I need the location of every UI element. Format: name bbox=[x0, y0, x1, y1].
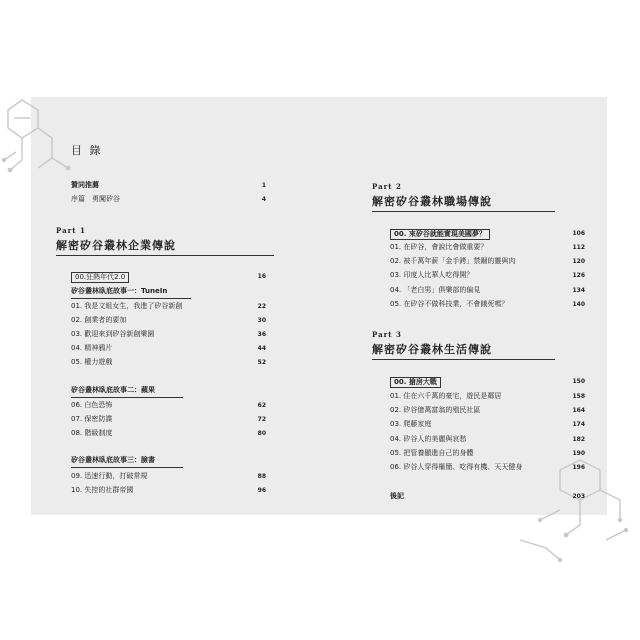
toc-entry-part2-intro[interactable] bbox=[390, 229, 585, 240]
entry-page: 96 bbox=[257, 487, 266, 494]
toc-entry-3-03[interactable] bbox=[390, 420, 585, 429]
part1-label: Part 1 bbox=[56, 226, 86, 235]
entry-label: 01. 在矽谷，會說比會做重要？ bbox=[390, 243, 488, 251]
toc-entry-1-06[interactable] bbox=[71, 401, 266, 410]
entry-page: 134 bbox=[572, 287, 585, 294]
part3-rule bbox=[372, 359, 555, 360]
toc-entry-2-02[interactable] bbox=[390, 257, 585, 266]
toc-entry-part3-intro[interactable] bbox=[390, 377, 585, 388]
entry-label: 後記 bbox=[390, 492, 404, 500]
toc-entry-3-05[interactable] bbox=[390, 449, 585, 458]
entry-page: 52 bbox=[257, 359, 266, 366]
entry-page: 88 bbox=[257, 473, 266, 480]
toc-entry-1-09[interactable] bbox=[71, 472, 266, 481]
entry-label: 序篇 勇闖矽谷 bbox=[71, 195, 120, 203]
entry-label: 05. 在矽谷不做科技業，不會餓死嗎？ bbox=[390, 300, 509, 308]
entry-label: 04. 矽谷人的美麗與哀愁 bbox=[390, 435, 467, 443]
entry-label: 09. 迅速行動，打破常規 bbox=[71, 472, 148, 480]
toc-entry-3-04[interactable] bbox=[390, 435, 585, 444]
entry-page: 190 bbox=[572, 450, 585, 457]
entry-label: 03. 印度人比華人吃得開？ bbox=[390, 271, 474, 279]
entry-label: 08. 階級制度 bbox=[71, 429, 113, 437]
entry-page: 30 bbox=[257, 317, 266, 324]
toc-entry-3-01[interactable] bbox=[390, 392, 585, 401]
part1-rule bbox=[56, 255, 274, 256]
entry-page: 36 bbox=[257, 331, 266, 338]
part3-title: 解密矽谷叢林生活傳說 bbox=[372, 343, 492, 356]
toc-entry-1-01[interactable] bbox=[71, 302, 266, 311]
entry-page: 120 bbox=[572, 258, 585, 265]
entry-label: 03. 歡迎來到矽谷新創樂園 bbox=[71, 330, 155, 338]
toc-entry-1-02[interactable] bbox=[71, 316, 266, 325]
entry-label: 00.狂熱年代2.0 bbox=[71, 272, 129, 283]
entry-page: 112 bbox=[572, 244, 585, 251]
toc-entry-3-06[interactable] bbox=[390, 463, 585, 472]
story2-heading: 矽谷叢林臥底故事二：蘋果 bbox=[71, 386, 155, 394]
entry-page: 1 bbox=[261, 182, 266, 189]
entry-page: 203 bbox=[572, 493, 585, 500]
entry-label: 02. 創業者的要加 bbox=[71, 316, 127, 324]
entry-page: 62 bbox=[257, 402, 266, 409]
entry-label: 贊同推薦 bbox=[71, 181, 99, 189]
entry-page: 4 bbox=[261, 196, 266, 203]
entry-page: 158 bbox=[572, 393, 585, 400]
entry-page: 44 bbox=[257, 345, 266, 352]
entry-page: 196 bbox=[572, 464, 585, 471]
toc-entry-2-03[interactable] bbox=[390, 271, 585, 280]
toc-entry-front-2[interactable] bbox=[71, 195, 266, 204]
entry-label: 03. 爬藤家庭 bbox=[390, 420, 432, 428]
toc-entry-1-05[interactable] bbox=[71, 358, 266, 367]
entry-page: 16 bbox=[257, 273, 266, 280]
entry-page: 126 bbox=[572, 272, 585, 279]
entry-page: 182 bbox=[572, 436, 585, 443]
part3-label: Part 3 bbox=[372, 330, 402, 339]
toc-entry-front-1[interactable] bbox=[71, 181, 266, 190]
story3-heading: 矽谷叢林臥底故事三：臉書 bbox=[71, 456, 155, 464]
entry-label: 06. 矽谷人穿得樞簡、吃得有機、天天健身 bbox=[390, 463, 523, 471]
toc-title: 目 錄 bbox=[71, 144, 103, 157]
entry-label: 05. 把管養顯進自己的身體 bbox=[390, 449, 474, 457]
part2-rule bbox=[372, 211, 555, 212]
toc-entry-3-02[interactable] bbox=[390, 406, 585, 415]
entry-page: 80 bbox=[257, 430, 266, 437]
story1-heading: 矽谷叢林臥底故事一：TuneIn bbox=[71, 287, 168, 295]
toc-entry-1-03[interactable] bbox=[71, 330, 266, 339]
toc-entry-part1-intro[interactable] bbox=[71, 272, 266, 283]
toc-entry-2-05[interactable] bbox=[390, 300, 585, 309]
entry-label: 01. 住在六千萬的豪宅，遊民是鄰居 bbox=[390, 392, 502, 400]
entry-page: 150 bbox=[572, 378, 585, 385]
entry-page: 72 bbox=[257, 416, 266, 423]
entry-label: 04. 「老白男」俱樂部的偏見 bbox=[390, 286, 481, 294]
toc-entry-afterword[interactable] bbox=[390, 492, 585, 501]
toc-entry-2-04[interactable] bbox=[390, 286, 585, 295]
toc-entry-1-10[interactable] bbox=[71, 486, 266, 495]
part1-title: 解密矽谷叢林企業傳說 bbox=[56, 239, 176, 252]
toc-entry-1-08[interactable] bbox=[71, 429, 266, 438]
entry-page: 164 bbox=[572, 407, 585, 414]
entry-label: 00. 搶房大戰 bbox=[390, 377, 441, 388]
entry-label: 02. 被千萬年薪「金手銬」禁錮的靈與肉 bbox=[390, 257, 516, 265]
toc-entry-1-07[interactable] bbox=[71, 415, 266, 424]
entry-label: 02. 矽谷億萬富翁的殖民社區 bbox=[390, 406, 481, 414]
story1-rule bbox=[71, 298, 191, 299]
story2-rule bbox=[71, 397, 183, 398]
entry-label: 04. 精神鴉片 bbox=[71, 344, 113, 352]
entry-label: 10. 失控的社群帝國 bbox=[71, 486, 134, 494]
entry-label: 00. 來矽谷就能實現美國夢？ bbox=[390, 229, 490, 240]
entry-page: 106 bbox=[572, 230, 585, 237]
entry-label: 05. 權力遊戲 bbox=[71, 358, 113, 366]
entry-page: 22 bbox=[257, 303, 266, 310]
part2-title: 解密矽谷叢林職場傳說 bbox=[372, 195, 492, 208]
part2-label: Part 2 bbox=[372, 182, 402, 191]
toc-entry-2-01[interactable] bbox=[390, 243, 585, 252]
entry-label: 01. 我是文組女生，我進了矽谷新創 bbox=[71, 302, 183, 310]
toc-entry-1-04[interactable] bbox=[71, 344, 266, 353]
entry-label: 07. 保密防諜 bbox=[71, 415, 113, 423]
story3-rule bbox=[71, 467, 183, 468]
entry-label: 06. 白色恐怖 bbox=[71, 401, 113, 409]
entry-page: 140 bbox=[572, 301, 585, 308]
entry-page: 174 bbox=[572, 421, 585, 428]
